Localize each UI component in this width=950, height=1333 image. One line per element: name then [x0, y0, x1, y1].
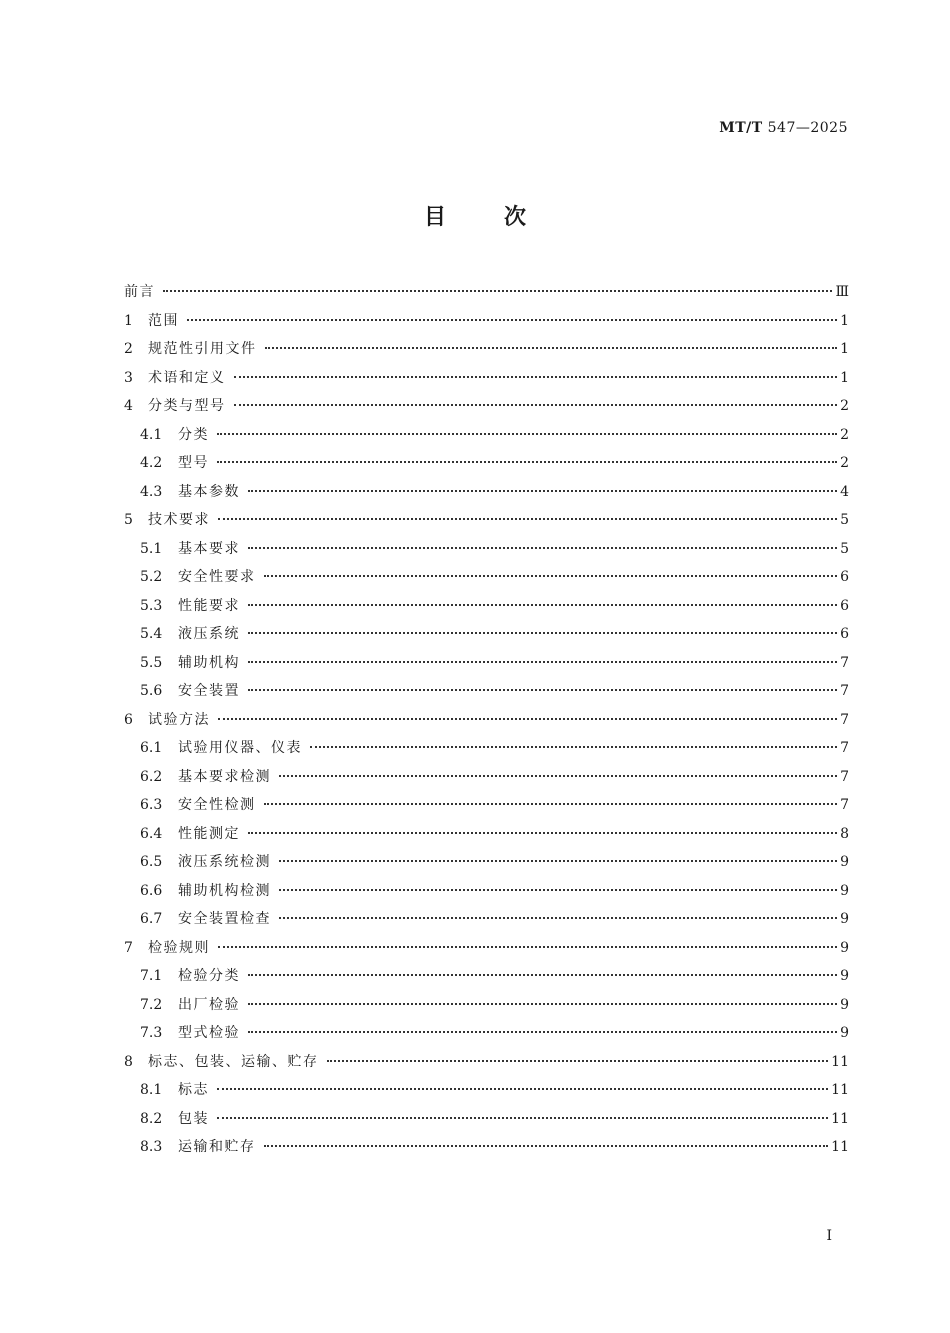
toc-entry-title: 性能要求	[178, 597, 240, 614]
standard-code-prefix: MT/T	[719, 120, 763, 136]
standard-code-number: 547—2025	[767, 120, 848, 136]
toc-dot-leader	[264, 575, 838, 577]
toc-dot-leader	[218, 946, 837, 948]
toc-entry-number: 8.1	[140, 1082, 163, 1098]
toc-entry-page: 7	[840, 683, 849, 699]
toc-entry-title: 安全性检测	[178, 797, 256, 813]
toc-entry[interactable]	[124, 392, 849, 421]
toc-entry-page: 11	[831, 1053, 849, 1070]
toc-dot-leader	[248, 661, 837, 663]
toc-entry-title: 试验用仪器、仪表	[178, 740, 302, 756]
toc-dot-leader	[265, 347, 838, 349]
toc-entry-number: 8	[124, 1053, 133, 1070]
toc-entry[interactable]	[124, 307, 849, 336]
toc-entry-title: 型号	[178, 455, 209, 471]
toc-entry-number: 6.4	[140, 825, 163, 842]
toc-entry-number: 5.1	[140, 540, 163, 557]
toc-entry-number: 5.6	[140, 683, 163, 699]
toc-entry-number: 4.1	[140, 426, 163, 443]
toc-entry-page: 7	[840, 797, 849, 813]
toc-dot-leader	[248, 547, 837, 549]
toc-dot-leader	[217, 461, 837, 463]
toc-dot-leader	[217, 1088, 828, 1090]
toc-dot-leader	[248, 832, 837, 834]
toc-entry-number: 2	[124, 341, 133, 357]
toc-dot-leader	[218, 718, 837, 720]
toc-entry-number: 4	[124, 398, 133, 414]
toc-entry-page: 1	[840, 312, 849, 329]
toc-entry-title: 基本参数	[178, 483, 240, 500]
toc-entry[interactable]	[124, 506, 849, 535]
toc-entry-page: 7	[840, 768, 849, 785]
toc-entry[interactable]	[124, 905, 849, 934]
toc-title: 目次	[423, 204, 584, 230]
toc-entry-page: 6	[840, 569, 849, 585]
toc-entry[interactable]	[124, 335, 849, 364]
toc-entry-title: 辅助机构检测	[178, 882, 271, 899]
toc-entry[interactable]	[124, 563, 849, 592]
toc-dot-leader	[248, 974, 837, 976]
toc-entry-title: 规范性引用文件	[148, 341, 257, 357]
toc-entry-number: 7.1	[140, 968, 163, 984]
toc-entry[interactable]	[124, 962, 849, 991]
toc-entry[interactable]	[124, 449, 849, 478]
toc-entry-title: 基本要求检测	[178, 768, 271, 785]
toc-entry-title: 技术要求	[148, 512, 210, 528]
toc-entry-title: 辅助机构	[178, 654, 240, 671]
toc-entry-page: 11	[831, 1110, 849, 1127]
toc-entry[interactable]	[124, 877, 849, 906]
toc-entry[interactable]	[124, 478, 849, 507]
toc-entry-number: 6.3	[140, 797, 163, 813]
toc-entry-title: 基本要求	[178, 540, 240, 557]
toc-entry-page: 9	[840, 939, 849, 956]
toc-entry-page: 5	[840, 540, 849, 557]
toc-entry-number: 3	[124, 369, 133, 386]
toc-entry[interactable]	[124, 763, 849, 792]
toc-dot-leader	[217, 433, 837, 435]
toc-dot-leader	[248, 1003, 837, 1005]
toc-dot-leader	[279, 889, 837, 891]
toc-entry-title: 分类	[178, 426, 209, 443]
toc-entry-title: 包装	[178, 1110, 209, 1127]
toc-entry-number: 8.2	[140, 1110, 163, 1127]
toc-entry[interactable]	[124, 791, 849, 820]
toc-dot-leader	[218, 518, 837, 520]
toc-entry-title: 范围	[148, 312, 179, 329]
toc-dot-leader	[163, 290, 832, 292]
toc-entry[interactable]	[124, 734, 849, 763]
toc-entry-number: 5.3	[140, 597, 163, 614]
toc-entry-title: 安全性要求	[178, 569, 256, 585]
toc-entry[interactable]	[124, 1076, 849, 1105]
toc-entry[interactable]	[124, 677, 849, 706]
toc-dot-leader	[187, 319, 837, 321]
toc-entry-number: 6	[124, 711, 133, 728]
toc-entry-page: 2	[840, 398, 849, 414]
toc-entry-title: 检验规则	[148, 939, 210, 956]
toc-entry-title: 分类与型号	[148, 398, 226, 414]
toc-entry-page: Ⅲ	[835, 284, 849, 300]
toc-entry[interactable]	[124, 848, 849, 877]
toc-entry-number: 4.2	[140, 455, 163, 471]
toc-entry-title: 运输和贮存	[178, 1139, 256, 1155]
toc-entry-page: 9	[840, 911, 849, 927]
table-of-contents	[124, 278, 849, 1162]
toc-entry-page: 9	[840, 968, 849, 984]
toc-entry-title: 出厂检验	[178, 996, 240, 1013]
toc-entry-title: 标志、包装、运输、贮存	[148, 1053, 319, 1070]
toc-entry[interactable]	[124, 592, 849, 621]
toc-entry-title: 标志	[178, 1082, 209, 1098]
toc-entry-title: 检验分类	[178, 968, 240, 984]
toc-entry-number: 5.5	[140, 654, 163, 671]
toc-entry-title: 型式检验	[178, 1025, 240, 1041]
toc-entry-page: 9	[840, 1025, 849, 1041]
toc-entry-page: 7	[840, 654, 849, 671]
toc-dot-leader	[234, 376, 838, 378]
toc-entry-page: 7	[840, 711, 849, 728]
toc-entry-page: 6	[840, 597, 849, 614]
toc-entry[interactable]	[124, 649, 849, 678]
toc-entry-page: 2	[840, 455, 849, 471]
toc-entry-number: 5.4	[140, 626, 163, 642]
toc-dot-leader	[248, 490, 837, 492]
toc-dot-leader	[234, 404, 838, 406]
toc-dot-leader	[264, 803, 838, 805]
page-number: I	[826, 1228, 832, 1244]
toc-entry-title: 试验方法	[148, 711, 210, 728]
toc-dot-leader	[264, 1145, 829, 1147]
toc-entry-number: 6.7	[140, 911, 163, 927]
toc-entry-title: 性能测定	[178, 825, 240, 842]
toc-entry-number: 6.2	[140, 768, 163, 785]
toc-entry-number: 6.1	[140, 740, 163, 756]
toc-entry-page: 6	[840, 626, 849, 642]
toc-entry-number: 4.3	[140, 483, 163, 500]
toc-entry-title: 液压系统	[178, 626, 240, 642]
toc-entry-title: 前言	[124, 284, 155, 300]
toc-entry-page: 11	[831, 1139, 849, 1155]
toc-dot-leader	[310, 746, 837, 748]
toc-entry[interactable]	[124, 991, 849, 1020]
toc-entry[interactable]	[124, 421, 849, 450]
toc-entry-page: 9	[840, 996, 849, 1013]
toc-entry-number: 6.5	[140, 854, 163, 870]
toc-entry[interactable]	[124, 706, 849, 735]
toc-entry-page: 2	[840, 426, 849, 443]
toc-entry-number: 5.2	[140, 569, 163, 585]
toc-entry-page: 9	[840, 882, 849, 899]
toc-entry-title: 安全装置	[178, 683, 240, 699]
toc-dot-leader	[248, 632, 837, 634]
toc-entry[interactable]	[124, 1019, 849, 1048]
toc-entry[interactable]	[124, 278, 849, 307]
toc-entry-page: 8	[840, 825, 849, 842]
toc-dot-leader	[279, 775, 837, 777]
toc-entry[interactable]	[124, 364, 849, 393]
toc-dot-leader	[248, 604, 837, 606]
toc-entry-page: 9	[840, 854, 849, 870]
toc-dot-leader	[248, 1031, 837, 1033]
toc-entry-title: 液压系统检测	[178, 854, 271, 870]
toc-entry-number: 1	[124, 312, 133, 329]
toc-entry-page: 1	[840, 369, 849, 386]
toc-entry-number: 7.3	[140, 1025, 163, 1041]
toc-entry-number: 5	[124, 512, 133, 528]
toc-dot-leader	[279, 917, 837, 919]
toc-dot-leader	[279, 860, 837, 862]
toc-entry-title: 术语和定义	[148, 369, 226, 386]
toc-dot-leader	[248, 689, 837, 691]
toc-entry-number: 8.3	[140, 1139, 163, 1155]
toc-entry-page: 5	[840, 512, 849, 528]
toc-entry[interactable]	[124, 1048, 849, 1077]
standard-code	[719, 120, 848, 136]
toc-entry[interactable]	[124, 620, 849, 649]
toc-entry-page: 4	[840, 483, 849, 500]
toc-entry-page: 1	[840, 341, 849, 357]
toc-dot-leader	[217, 1117, 828, 1119]
toc-entry-number: 6.6	[140, 882, 163, 899]
toc-dot-leader	[327, 1060, 829, 1062]
toc-entry-page: 7	[840, 740, 849, 756]
toc-entry[interactable]	[124, 1133, 849, 1162]
toc-entry-title: 安全装置检查	[178, 911, 271, 927]
toc-entry-number: 7.2	[140, 996, 163, 1013]
toc-entry-page: 11	[831, 1082, 849, 1098]
toc-entry[interactable]	[124, 535, 849, 564]
toc-entry[interactable]	[124, 934, 849, 963]
toc-entry-number: 7	[124, 939, 133, 956]
toc-entry[interactable]	[124, 820, 849, 849]
toc-entry[interactable]	[124, 1105, 849, 1134]
